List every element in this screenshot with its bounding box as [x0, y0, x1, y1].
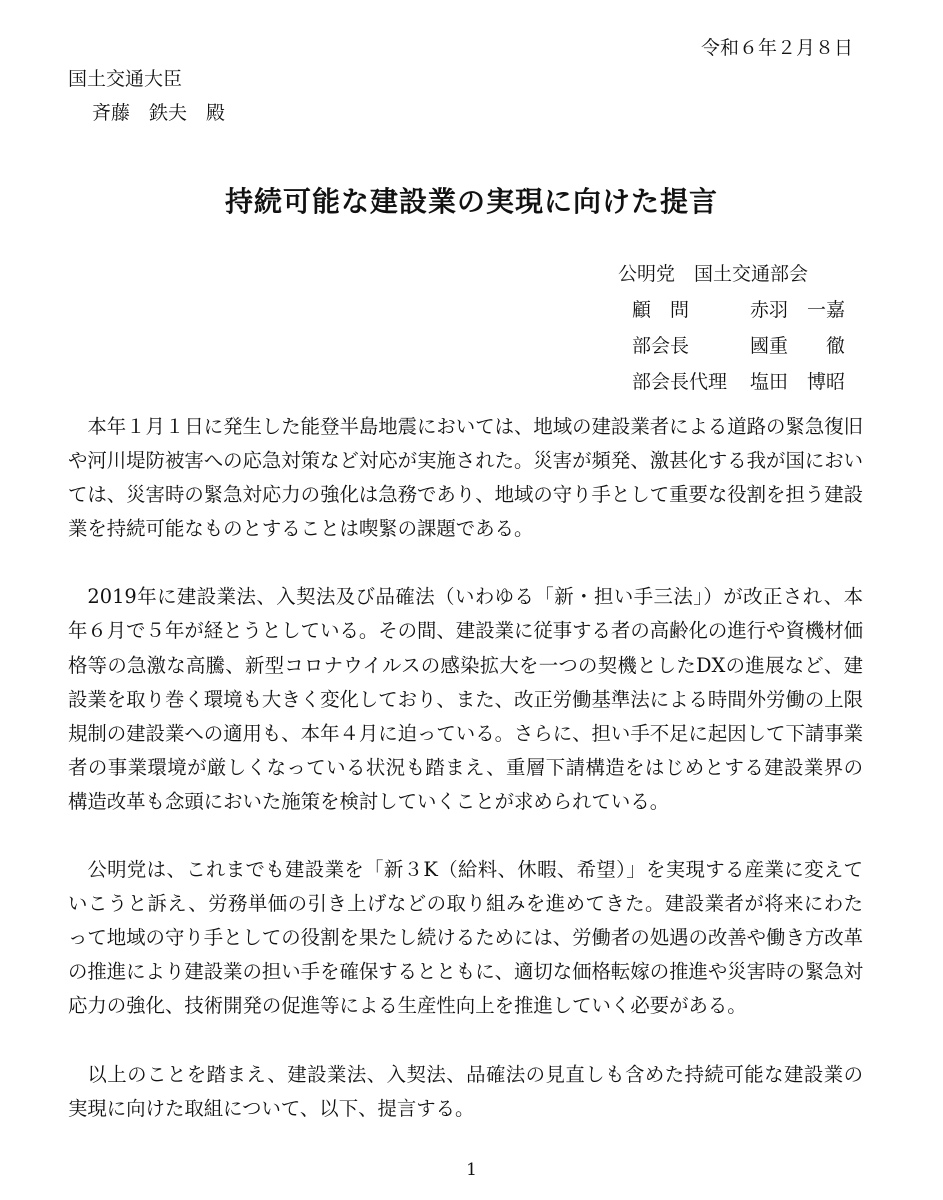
addressee-name: 斉藤 鉄夫 殿	[92, 102, 226, 124]
sender-organization: 公明党 国土交通部会	[618, 263, 809, 285]
member-role: 部会長代理	[632, 371, 728, 393]
sender-member	[618, 292, 845, 328]
member-role: 顧 問	[632, 299, 690, 321]
sender-block	[618, 256, 845, 400]
member-name: 塩田 博昭	[750, 371, 846, 393]
sender-member	[618, 364, 845, 400]
addressee-block	[68, 62, 225, 130]
body-paragraph: 本年１月１日に発生した能登半島地震においては、地域の建設業者による道路の緊急復旧や河川堤防被害への応急対策など対応が実施された。災害が頻発、激甚化する我が国においては、災害時の緊急対応力の強化は急務であり、地域の守り手として重要な役割を担う建設業を持続可能なものとすることは喫緊の課題である。	[68, 415, 864, 541]
body-paragraph: 公明党は、これまでも建設業を「新３K（給料、休暇、希望）」を実現する産業に変えていこうと訴え、労務単価の引き上げなどの取り組みを進めてきた。建設業者が将来にわたって地域の守り手としての役割を果たし続けるためには、労働者の処遇の改善や働き方改革の推進により建設業の担い手を確保するとともに、適切な価格転嫁の推進や災害時の緊急対応力の強化、技術開発の促進等による生産性向上を推進していく必要がある。	[68, 858, 864, 1018]
sender-member	[618, 328, 845, 364]
addressee-title: 国土交通大臣	[68, 68, 183, 90]
body-paragraph: 以上のことを踏まえ、建設業法、入契法、品確法の見直しも含めた持続可能な建設業の実現に向けた取組について、以下、提言する。	[68, 1062, 863, 1120]
document-title: 持続可能な建設業の実現に向けた提言	[224, 185, 718, 218]
member-name: 國重 徹	[750, 335, 846, 357]
page-number: 1	[466, 1160, 477, 1180]
body-paragraph: 2019年に建設業法、入契法及び品確法（いわゆる「新・担い手三法」）が改正され、本年６月で５年が経とうとしている。その間、建設業に従事する者の高齢化の進行や資機材価格等の急激な高騰、新型コロナウイルスの感染拡大を一つの契機としたDXの進展など、建設業を取り巻く環境も大きく変化しており、また、改正労働基準法による時間外労働の上限規制の建設業への適用も、本年４月に迫っている。さらに、担い手不足に起因して下請事業者の事業環境が厳しくなっている状況も踏まえ、重層下請構造をはじめとする建設業界の構造改革も念頭においた施策を検討していくことが求められている。	[68, 585, 864, 813]
document-date: 令和６年２月８日	[700, 37, 853, 59]
document-body	[68, 410, 863, 1160]
member-name: 赤羽 一嘉	[750, 299, 846, 321]
member-role: 部会長	[632, 335, 690, 357]
